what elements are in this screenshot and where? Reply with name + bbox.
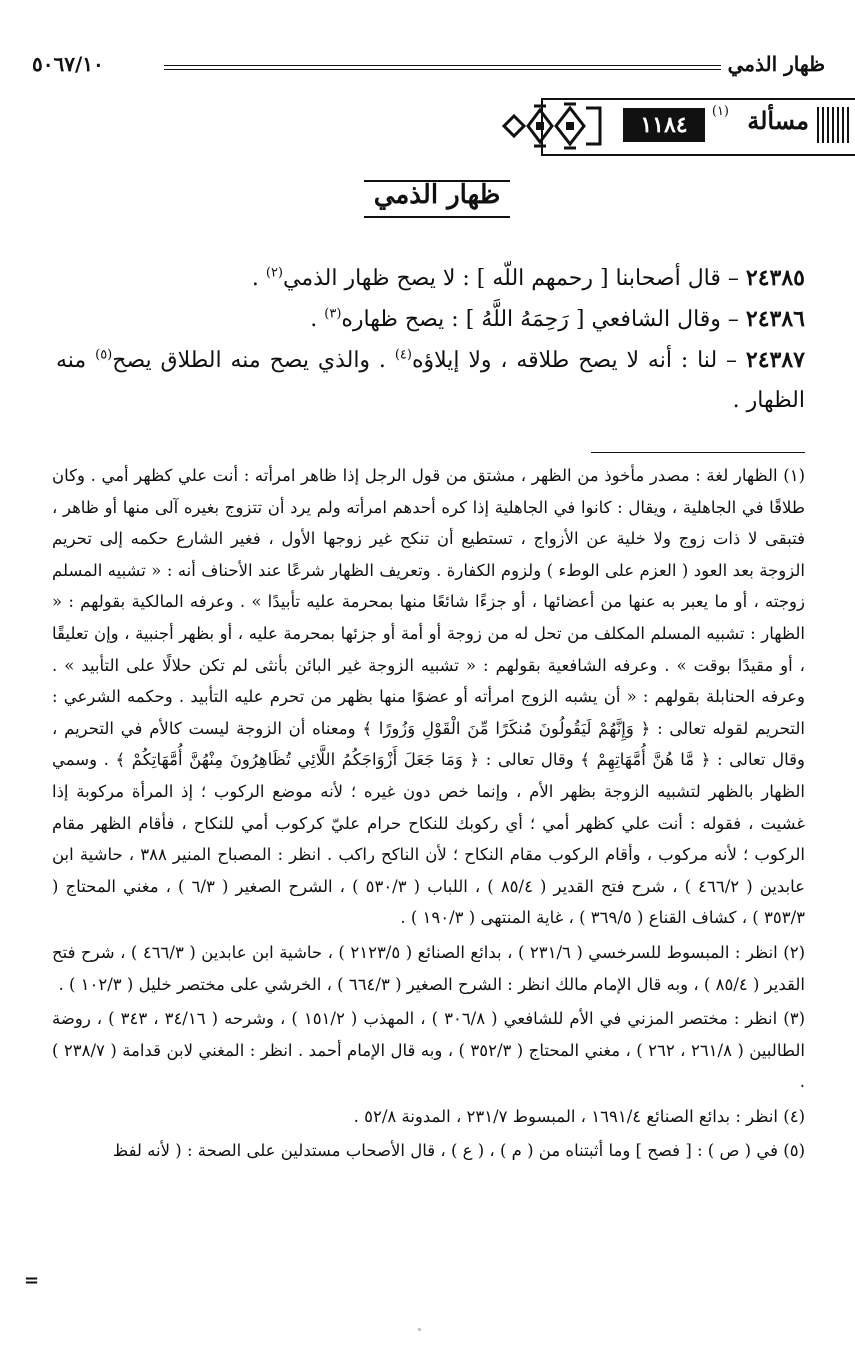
footnote-3: (٣) انظر : مختصر المزني في الأم للشافعي ( ٣٠٦/٨ ) ، المهذب ( ١٥١/٢ ) ، وشرحه ( ٣٤/١٦ ، ٣٤٣ ) ، روضة الطالبين ( ٢٦١/٨ ، ٢٦٢ ) ، مغني المحتاج ( ٣٥٢/٣ ) ، وبه قال الإمام أحمد . انظر : المغني لابن قدامة ( ٢٣٨/٧ ) .: [52, 1009, 805, 1092]
paragraph-tail: منه الظهار .: [56, 348, 805, 413]
footnote-ref: (٣): [324, 306, 342, 322]
paragraph-number: ٢٤٣٨٥: [745, 265, 805, 291]
masala-banner: [500, 98, 855, 154]
footnote-ref: (٢): [265, 265, 283, 281]
masala-label: مسألة: [747, 106, 809, 135]
header-rule: [164, 65, 721, 70]
masala-note-ref: (١): [711, 104, 729, 119]
main-text: [56, 258, 805, 421]
paragraph-24386: [56, 299, 805, 340]
banner-stripes: [815, 107, 849, 143]
continuation-mark: =: [24, 1270, 40, 1291]
paragraph-text: – قال أصحابنا [ رحمهم اللّه ] : لا يصح ظهار الذمي: [283, 266, 746, 291]
ornament-icon: [500, 98, 608, 154]
paragraph-24387: [56, 340, 805, 421]
paragraph-tail: .: [310, 307, 325, 332]
section-title: ظهار الذمي: [364, 180, 510, 218]
paragraph-text: – لنا : أنه لا يصح طلاقه ، ولا إيلاؤه: [411, 348, 746, 373]
page-speck: [418, 1328, 421, 1331]
running-title: ظهار الذمي: [727, 52, 825, 76]
footnote-ref: (٥): [95, 347, 113, 363]
footnote-4: (٤) انظر : بدائع الصنائع ١٦٩١/٤ ، المبسوط ٢٣١/٧ ، المدونة ٥٢/٨ .: [353, 1106, 805, 1126]
footnotes: [52, 460, 805, 1170]
paragraph-tail: .: [251, 266, 266, 291]
footnote-5: (٥) في ( ص ) : [ فصح ] وما أثبتناه من ( م ) ، ( ع ) ، قال الأصحاب مستدلين على الصحة : ( لأنه لفظ: [112, 1141, 805, 1161]
running-header: [32, 52, 825, 92]
paragraph-number: ٢٤٣٨٧: [745, 347, 805, 373]
footnote-ref: (٤): [394, 347, 412, 363]
page-reference: ٥٠٦٧/١٠: [32, 52, 104, 76]
paragraph-tail: . والذي يصح منه الطلاق يصح: [112, 348, 395, 373]
paragraph-24385: [56, 258, 805, 299]
footnote-2: (٢) انظر : المبسوط للسرخسي ( ٢٣١/٦ ) ، بدائع الصنائع ( ٢١٢٣/٥ ) ، حاشية ابن عابدين ( ٤٦٦/٣ ) ، شرح فتح القدير ( ٨٥/٤ ) ، وبه قال الإمام مالك انظر : الشرح الصغير ( ٦٦٤/٣ ) ، الخرشي على مختصر خليل ( ١٠٢/٣ ) .: [52, 942, 805, 994]
paragraph-number: ٢٤٣٨٦: [745, 306, 805, 332]
footnote-1: (١) الظهار لغة : مصدر مأخوذ من الظهر ، مشتق من قول الرجل إذا ظاهر امرأته : أنت علي كظهر أمي . وكان طلاقًا في الجاهلية ، ويقال : كانوا في الجاهلية إذا كره أحدهم امرأته ولم يرد أن تتزوج بغيره آلى منها أو ظاهر ، فتبقى لا ذات زوج ولا خلية عن الأزواج ، تستطيع أن تنكح غير زوجها الأول ، فغير الشارع حكمه إلى تحريم الزوجة بعد العود ( العزم على الوطء ) ولزوم الكفارة . وتعريف الظهار شرعًا عند الأحناف أنه : « تشبيه المسلم زوجته ، أو ما يعبر به عنها من أعضائها ، أو جزءًا شائعًا منها بمحرمة عليه تأبيدًا » . وعرفه المالكية بقولهم : « الظهار : تشبيه المسلم المكلف من تحل له من زوجة أو أمة أو جزئها بمحرمة عليه ، أو بظهر أجنبية ، وإن تعليقًا ، أو مقيدًا بوقت » . وعرفه الشافعية بقولهم : « تشبيه الزوجة غير البائن بأنثى لم تكن حلالًا على التأبيد » . وعرفه الحنابلة بقولهم : « أن يشبه الزوج امرأته أو عضوًا منها بظهر من تحرم عليه التأبيد . وحكمه الشرعي : التحريم لقوله تعالى : ﴿ وَإِنَّهُمْ لَيَقُولُونَ مُنكَرًا مِّنَ الْقَوْلِ وَزُورًا ﴾ ومعناه أن الزوجة ليست كالأم في التحريم ، وقال تعالى : ﴿ مَّا هُنَّ أُمَّهَاتِهِمْ ﴾ وقال تعالى : ﴿ وَمَا جَعَلَ أَزْوَاجَكُمُ اللَّائِي تُظَاهِرُونَ مِنْهُنَّ أُمَّهَاتِكُمْ ﴾ . وسمي الظهار بالظهر لتشبيه الزوجة بظهر الأم ، وإنما خص دون غيره ؛ لأنه موضع الركوب ؛ إذ المرأة مركوبة إذا غشيت ، فقوله : أنت علي كظهر أمي ؛ أي ركوبك للنكاح حرام عليّ كركوب أمي للنكاح ، فأقام الظهر مقام الركوب ؛ لأنه مركوب ، وأقام الركوب مقام النكاح ؛ لأن الناكح راكب . انظر : المصباح المنير ٣٨٨ ، حاشية ابن عابدين ( ٤٦٦/٢ ) ، شرح فتح القدير ( ٨٥/٤ ) ، اللباب ( ٥٣٠/٣ ) ، الشرح الصغير ( ٦/٣ ) ، مغني المحتاج ( ٣٥٣/٣ ) ، كشاف القناع ( ٣٦٩/٥ ) ، غاية المنتهى ( ١٩٠/٣ ) .: [52, 466, 806, 928]
paragraph-text: – وقال الشافعي [ رَحِمَهُ اللَّهُ ] : يصح ظهاره: [341, 307, 746, 332]
masala-number: ١١٨٤: [623, 108, 705, 142]
footnote-separator: [591, 452, 805, 453]
